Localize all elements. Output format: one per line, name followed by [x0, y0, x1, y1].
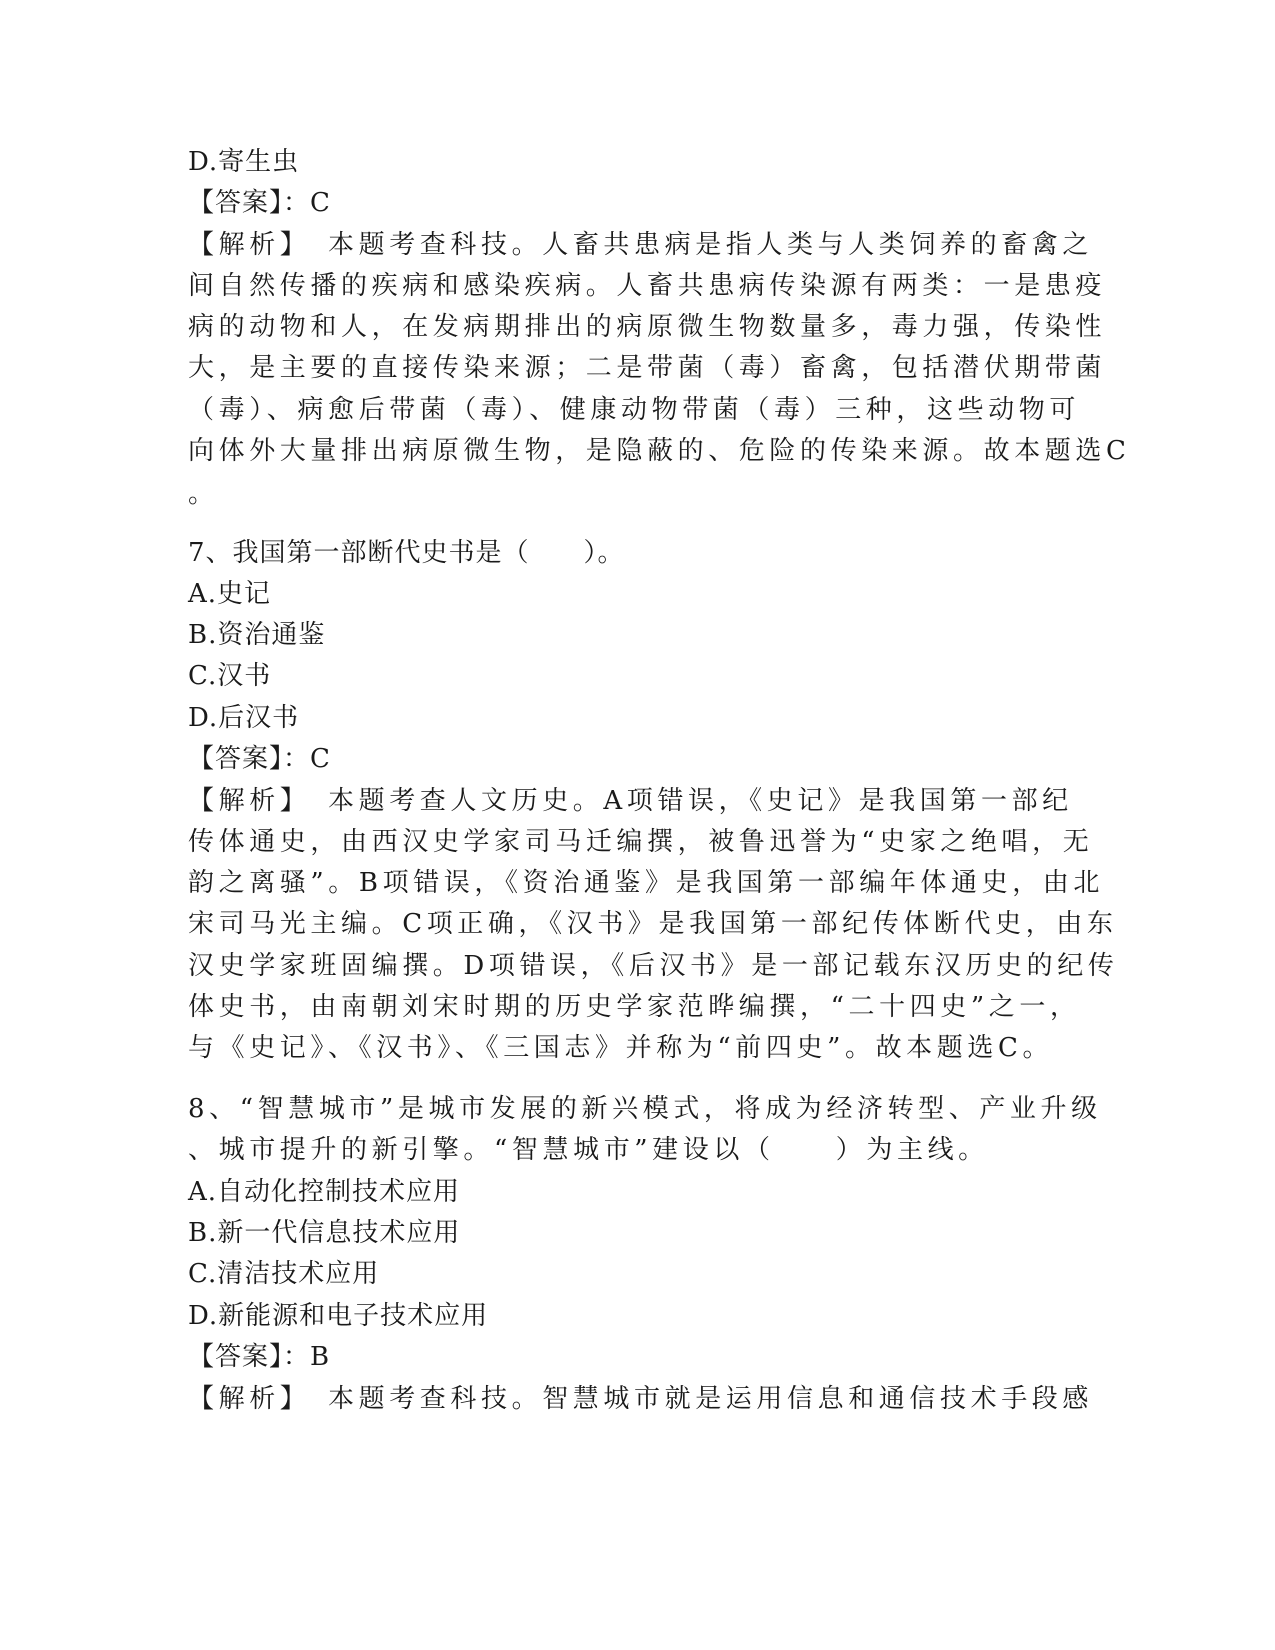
- q8-answer: 【答案】：B: [188, 1342, 331, 1372]
- q7-analysis-line: 体史书，由南朝刘宋时期的历史学家范晔编撰，“二十四史”之一，: [188, 992, 1081, 1022]
- q8-option-d: D.新能源和电子技术应用: [188, 1301, 489, 1331]
- q7-option-a: A.史记: [188, 579, 272, 609]
- q6-analysis-line: 。: [188, 479, 219, 509]
- q7-option-d: D.后汉书: [188, 703, 300, 733]
- q7-answer: 【答案】：C: [188, 744, 331, 774]
- q6-analysis-line: 大，是主要的直接传染来源；二是带菌（毒）畜禽，包括潜伏期带菌: [188, 353, 1107, 383]
- q7-analysis-line: 与《史记》、《汉书》、《三国志》并称为“前四史”。故本题选C。: [188, 1033, 1054, 1063]
- q6-analysis-line: 【解析】 本题考查科技。人畜共患病是指人类与人类饲养的畜禽之: [188, 230, 1094, 260]
- q6-analysis-line: 间自然传播的疾病和感染疾病。人畜共患病传染源有两类：一是患疫: [188, 271, 1107, 301]
- q8-option-c: C.清洁技术应用: [188, 1259, 380, 1289]
- q7-analysis-line: 韵之离骚”。B项错误，《资治通鉴》是我国第一部编年体通史，由北: [188, 868, 1104, 898]
- q6-analysis-line: 向体外大量排出病原微生物，是隐蔽的、危险的传染来源。故本题选C: [188, 436, 1131, 466]
- q8-option-a: A.自动化控制技术应用: [188, 1177, 461, 1207]
- q8-stem-line: 8、“智慧城市”是城市发展的新兴模式，将成为经济转型、产业升级: [188, 1094, 1102, 1124]
- q6-answer: 【答案】：C: [188, 188, 331, 218]
- q6-option-d: D.寄生虫: [188, 147, 300, 177]
- q7-analysis-line: 传体通史，由西汉史学家司马迁编撰，被鲁迅誉为“史家之绝唱，无: [188, 827, 1094, 857]
- q7-analysis-line: 宋司马光主编。C项正确，《汉书》是我国第一部纪传体断代史，由东: [188, 909, 1118, 939]
- q8-option-b: B.新一代信息技术应用: [188, 1218, 461, 1248]
- q7-option-c: C.汉书: [188, 661, 272, 691]
- q8-stem-line: 、城市提升的新引擎。“智慧城市”建设以（ ）为主线。: [188, 1135, 989, 1165]
- q7-option-b: B.资治通鉴: [188, 620, 326, 650]
- q6-analysis-line: 病的动物和人，在发病期排出的病原微生物数量多，毒力强，传染性: [188, 312, 1107, 342]
- q7-stem: 7、我国第一部断代史书是（ ）。: [188, 538, 625, 568]
- q7-analysis-line: 【解析】 本题考查人文历史。A项错误，《史记》是我国第一部纪: [188, 786, 1073, 816]
- q6-analysis-line: （毒）、病愈后带菌（毒）、健康动物带菌（毒）三种，这些动物可: [188, 395, 1081, 425]
- q7-analysis-line: 汉史学家班固编撰。D项错误，《后汉书》是一部记载东汉历史的纪传: [188, 951, 1119, 981]
- q8-analysis-line: 【解析】 本题考查科技。智慧城市就是运用信息和通信技术手段感: [188, 1384, 1094, 1414]
